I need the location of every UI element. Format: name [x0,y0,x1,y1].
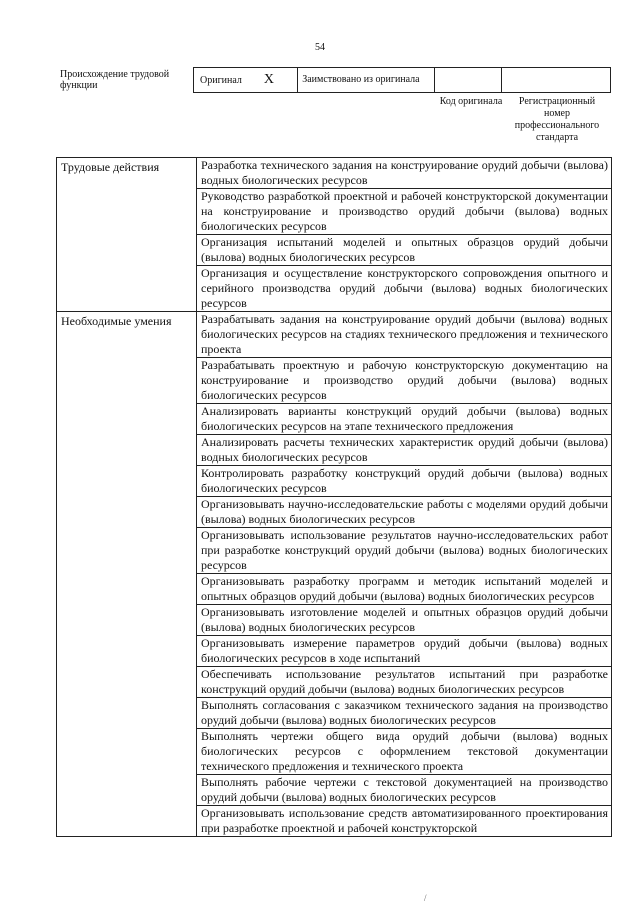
list-item: Разрабатывать проектную и рабочую конструкторскую документацию на конструирование и производство орудий добычи (вылова) водных биологических ресурсов [197,358,611,404]
scan-mark: / [424,893,427,903]
section-row [57,158,612,312]
section-row [57,312,612,837]
list-item: Выполнять чертежи общего вида орудий добычи (вылова) водных биологических ресурсов с оформлением текстовой документации технического предложения и технического проекта [197,729,611,775]
list-item: Организовывать использование результатов научно-исследовательских работ при разработке конструкций орудий добычи (вылова) водных биологических ресурсов [197,528,611,574]
list-item: Организовывать изготовление моделей и опытных образцов орудий добычи (вылова) водных биологических ресурсов [197,605,611,636]
code-cell [434,68,501,93]
list-item: Анализировать варианты конструкций орудий добычи (вылова) водных биологических ресурсов на этапе технического предложения [197,404,611,435]
origin-label: Происхождение трудовой функции [60,69,170,91]
list-item: Организовывать использование средств автоматизированного проектирования при разработке проектной и рабочей конструкторской [201,806,608,835]
list-item: Разрабатывать задания на конструирование орудий добычи (вылова) водных биологических ресурсов на стадиях технического предложения и технического проекта [197,312,611,358]
borrowed-cell: Заимствовано из оригинала [298,68,435,93]
list-item: Организовывать измерение параметров орудий добычи (вылова) водных биологических ресурсов в ходе испытаний [197,636,611,667]
list-item: Организация испытаний моделей и опытных образцов орудий добычи (вылова) водных биологических ресурсов [197,235,611,266]
list-item: Руководство разработкой проектной и рабочей конструкторской документации на конструирование и производство орудий добычи (вылова) водных биологических ресурсов [197,189,611,235]
reg-caption: Регистрационный номер профессионального стандарта [514,96,600,143]
reg-number-cell [501,68,610,93]
original-mark: X [263,72,275,87]
list-item: Организовывать научно-исследовательские работы с моделями орудий добычи (вылова) водных биологических ресурсов [197,497,611,528]
list-item: Организовывать разработку программ и методик испытаний моделей и опытных образцов орудий добычи (вылова) водных биологических ресурсов [197,574,611,605]
section-title: Трудовые действия [61,160,160,174]
functions-table [56,157,612,837]
list-item: Организация и осуществление конструкторского сопровождения опытного и серийного производства орудий добычи (вылова) водных биологических ресурсов [201,266,608,310]
code-caption: Код оригинала [439,96,503,107]
section-title: Необходимые умения [61,314,172,328]
original-label: Оригинал [200,75,242,86]
list-item: Выполнять согласования с заказчиком технического задания на производство орудий добычи (вылова) водных биологических ресурсов [197,698,611,729]
page-number: 54 [315,42,325,53]
original-cell [194,68,298,93]
list-item: Обеспечивать использование результатов испытаний при разработке конструкций орудий добычи (вылова) водных биологических ресурсов [197,667,611,698]
origin-box [193,67,611,93]
list-item: Анализировать расчеты технических характеристик орудий добычи (вылова) водных биологических ресурсов [197,435,611,466]
list-item: Разработка технического задания на конструирование орудий добычи (вылова) водных биологических ресурсов [197,158,611,189]
list-item: Контролировать разработку конструкций орудий добычи (вылова) водных биологических ресурсов [197,466,611,497]
list-item: Выполнять рабочие чертежи с текстовой документацией на производство орудий добычи (вылова) водных биологических ресурсов [197,775,611,806]
